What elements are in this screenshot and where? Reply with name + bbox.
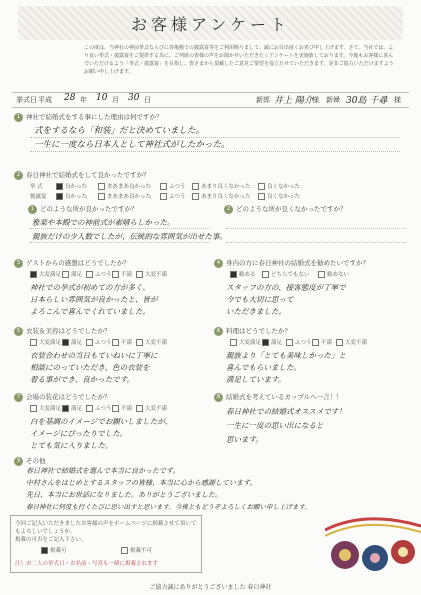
- opt-label: 勧める: [239, 272, 256, 278]
- intro-text: この度は、当神社の神前挙式ならびに春亀殿での披露宴等をご利用賜りまして、誠にお目出度くお喜び申し上げます。さて、当社では、より良い挙式・披露宴をご提供する為に、ご列席の皆様の声をお聞かせいただきたくアンケートを実施致しております。今後もお客様に喜んでいただけるよう「挙式・披露宴」を目指し、皆さまから頂戴したご意見ご要望を役立たせていただきます。是非ご協力いただけますようお願い申し上げます。: [84, 45, 394, 75]
- checkbox-icon: [86, 271, 93, 278]
- checkbox-icon: [62, 271, 69, 278]
- checkbox-checked-icon: [230, 271, 237, 278]
- q2-reception-opt-2[interactable]: [160, 192, 186, 200]
- opt-label: 不満: [121, 406, 133, 412]
- q3-opt-0[interactable]: [30, 270, 61, 278]
- q4-answer-3: いただきました。: [226, 307, 286, 316]
- q2-ceremony-opt-2[interactable]: [160, 182, 186, 190]
- month-unit: 月: [112, 96, 119, 104]
- q1-line: [30, 137, 400, 138]
- opt-label: ふつう: [95, 406, 112, 412]
- checkbox-checked-icon: [262, 339, 269, 346]
- opt-label: 良くなかった: [267, 184, 301, 190]
- q2-reception-opt-0[interactable]: [56, 192, 87, 200]
- q2b-heading: [224, 204, 347, 214]
- q7-answer-3: とても気に入りました。: [30, 441, 113, 450]
- q8-answer-2: 一生に一度の思い出になると: [226, 421, 324, 430]
- q5-opt-4[interactable]: [136, 338, 167, 346]
- q7-opt-3[interactable]: [112, 404, 132, 412]
- q2a-text: どのような所が良かったですか？: [40, 205, 138, 213]
- q3-answer-1: 神社での挙式が初めての方が多く、: [30, 283, 150, 292]
- q1-text: 神社で結婚式をする事にした理由は何ですか？: [26, 113, 163, 121]
- bride-name: 30島 千尋: [346, 96, 388, 106]
- checkbox-icon: [30, 339, 37, 346]
- opt-label: ふつう: [295, 340, 312, 346]
- q2a-answer-1: 雅楽や本殿での神前式が素晴らしかった。: [32, 218, 175, 227]
- q3-answer-3: よろこんで喜んでくれていました。: [30, 307, 150, 316]
- opt-label: 満足: [71, 272, 83, 278]
- q3-number: 3: [14, 259, 23, 268]
- q6-answer-1: 親族より「とても美味しかった」と: [226, 351, 346, 360]
- q7-opt-1[interactable]: [62, 404, 82, 412]
- q6-heading: [214, 326, 291, 336]
- checkbox-icon: [98, 193, 105, 200]
- checkbox-checked-icon: [56, 183, 63, 190]
- q4-answer-2: 今でも大切に思って: [226, 295, 294, 304]
- q6-answer-2: 喜んでもらいました。: [226, 363, 301, 372]
- opt-label: 大変不満: [345, 340, 368, 346]
- opt-label: まあまあ良かった: [107, 194, 152, 200]
- q4-answer-1: スタッフの方の、接客態度が丁寧で: [226, 283, 346, 292]
- opt-label: 不満: [321, 340, 333, 346]
- opt-label: 満足: [71, 406, 83, 412]
- checkbox-icon: [121, 547, 128, 554]
- checkbox-checked-icon: [62, 339, 69, 346]
- consent-ok-option[interactable]: [41, 546, 67, 554]
- checkbox-icon: [286, 339, 293, 346]
- era: 平成: [38, 96, 52, 104]
- q8-answer-1: 春日神社での結婚式オススメです！: [226, 407, 346, 416]
- page-title: お客様アンケート: [130, 15, 291, 34]
- checkbox-checked-icon: [41, 547, 48, 554]
- opt-label: ふつう: [169, 184, 186, 190]
- q7-opt-2[interactable]: [86, 404, 112, 412]
- q4-heading: [214, 258, 369, 268]
- q5-answer-3: 着る事ができ、良かったです。: [30, 375, 135, 384]
- checkbox-icon: [160, 193, 167, 200]
- q6-number: 6: [214, 327, 223, 336]
- q6-text: 料理はどうでしたか？: [226, 327, 291, 335]
- groom-sama: 様: [312, 96, 319, 104]
- opt-label: 大変満足: [39, 340, 62, 346]
- q7-opt-0[interactable]: [30, 404, 61, 412]
- consent-line-1: 今回ご記入いただきましたお客様の声をホームページに掲載させて頂いてもよろしいでしょうか。: [15, 521, 197, 535]
- q1-answer-1: 式をするなら「和装」だと決めていました。: [34, 126, 205, 136]
- q9-answer-2: 中村さんをはじめとするスタッフの皆様、本当に心から感謝しています。: [26, 479, 257, 487]
- consent-line-2: 掲載の可否をご記入下さい。: [15, 537, 87, 543]
- opt-label: 満足: [271, 340, 283, 346]
- checkbox-icon: [192, 193, 199, 200]
- q8-number: 8: [214, 393, 223, 402]
- checkbox-icon: [136, 339, 143, 346]
- q1-answer-2: 一生に一度なら日本人として神社式がしたかった。: [34, 140, 230, 150]
- q5-number: 5: [14, 327, 23, 336]
- checkbox-icon: [230, 339, 237, 346]
- q5-answer-2: 相談にのっていただき、色の衣装を: [30, 363, 150, 372]
- checkbox-icon: [86, 405, 93, 412]
- day-value: 30: [128, 93, 140, 103]
- checkbox-checked-icon: [30, 271, 37, 278]
- month-value: 10: [96, 93, 108, 103]
- q4-number: 4: [214, 259, 223, 268]
- q9-number: 9: [14, 457, 23, 466]
- q9-answer-1: 春日神社で結婚式を選んで本当に良かったです。: [26, 467, 180, 475]
- checkbox-icon: [86, 339, 93, 346]
- q3-opt-1[interactable]: [62, 270, 82, 278]
- q3-answer-2: 日本らしい雰囲気が良かったと、皆が: [30, 295, 158, 304]
- bride-sama: 様: [394, 96, 401, 104]
- temari-decoration-icon: [325, 500, 421, 580]
- date-label: 挙式日: [16, 96, 37, 104]
- opt-label: あまり良くなかった: [201, 194, 251, 200]
- q3-opt-4[interactable]: [136, 270, 167, 278]
- q2-row-ceremony-label: 挙 式: [30, 184, 43, 190]
- opt-label: 大変満足: [39, 272, 62, 278]
- opt-label: 大変不満: [145, 406, 168, 412]
- opt-label: まあまあ良かった: [107, 184, 152, 190]
- q3-text: ゲストからの感想はどうでしたか？: [26, 259, 130, 267]
- q7-number: 7: [14, 393, 23, 402]
- q7-text: 会場の装花はどうでしたか？: [26, 393, 111, 401]
- checkbox-icon: [262, 271, 269, 278]
- q7-heading: [14, 392, 111, 402]
- q2a-heading: [28, 204, 138, 214]
- opt-label: 大変満足: [39, 406, 62, 412]
- q2-reception-opt-3[interactable]: [192, 192, 251, 200]
- q2-reception-opt-4[interactable]: [258, 192, 300, 200]
- opt-label: 不満: [121, 272, 133, 278]
- q6-opt-0[interactable]: [230, 338, 261, 346]
- opt-label: 掲載不可: [130, 548, 153, 554]
- q5-opt-3[interactable]: [112, 338, 132, 346]
- opt-label: ふつう: [95, 340, 112, 346]
- opt-label: 大変不満: [145, 272, 168, 278]
- checkbox-icon: [98, 183, 105, 190]
- q2-heading: [14, 170, 150, 180]
- checkbox-checked-icon: [62, 405, 69, 412]
- checkbox-icon: [30, 405, 37, 412]
- q8-answer-3: 思います。: [226, 435, 263, 444]
- q3-heading: [14, 258, 130, 268]
- q2-text: 春日神社で結婚式をして良かったですか？: [26, 171, 150, 179]
- opt-label: 満足: [71, 340, 83, 346]
- opt-label: 良くなかった: [267, 194, 301, 200]
- q5-opt-2[interactable]: [86, 338, 112, 346]
- opt-label: 良かった: [65, 194, 88, 200]
- checkbox-icon: [136, 405, 143, 412]
- q5-text: 衣装＆美容はどうでしたか？: [26, 327, 111, 335]
- q2-ceremony-opt-3[interactable]: [192, 182, 251, 190]
- q3-opt-3[interactable]: [112, 270, 132, 278]
- opt-label: 大変満足: [239, 340, 262, 346]
- opt-label: ふつう: [169, 194, 186, 200]
- checkbox-icon: [112, 405, 119, 412]
- q2a-answer-2: 親族だけの少人数でしたが、伝統的な雰囲気が出せた事。: [32, 232, 227, 241]
- q2-ceremony-opt-0[interactable]: [56, 182, 87, 190]
- year-value: 28: [64, 93, 76, 103]
- q2-row-reception-label: 披露宴: [30, 194, 47, 200]
- q8-text: 結婚式を考えているカップルへ一言！！: [226, 393, 343, 401]
- opt-label: 勧めない: [327, 272, 350, 278]
- opt-label: 良かった: [65, 184, 88, 190]
- bride-label: 新婦: [326, 96, 340, 104]
- publish-consent-box: [10, 515, 202, 573]
- q2b-number: 2: [224, 205, 233, 214]
- opt-label: 不満: [121, 340, 133, 346]
- q4-opt-1[interactable]: [262, 270, 309, 278]
- q9-text: その他: [26, 457, 46, 465]
- opt-label: ふつう: [95, 272, 112, 278]
- q6-opt-3[interactable]: [312, 338, 332, 346]
- q5-answer-1: 衣装合わせの当日もていねいに丁寧に: [30, 351, 158, 360]
- q4-text: 身内の方に春日神社の結婚式を勧めたいですか？: [226, 259, 369, 267]
- consent-ng-option[interactable]: [121, 546, 152, 554]
- opt-label: どちらでもない: [271, 272, 310, 278]
- q7-opt-4[interactable]: [136, 404, 167, 412]
- q2-reception-opt-1[interactable]: [98, 192, 151, 200]
- q2a-line: [30, 242, 210, 243]
- checkbox-icon: [336, 339, 343, 346]
- q7-answer-1: 白を基調のイメージでお願いしましたが、: [30, 417, 173, 426]
- checkbox-icon: [258, 183, 265, 190]
- q5-opt-1[interactable]: [62, 338, 82, 346]
- q3-opt-2[interactable]: [86, 270, 112, 278]
- checkbox-icon: [136, 271, 143, 278]
- q5-opt-0[interactable]: [30, 338, 61, 346]
- opt-label: あまり良くなかった: [201, 184, 251, 190]
- q6-opt-4[interactable]: [336, 338, 367, 346]
- q1-heading: [14, 112, 163, 122]
- groom-label: 新郎: [256, 96, 270, 104]
- checkbox-icon: [318, 271, 325, 278]
- q2b-text: どのような所が良くなかったですか？: [236, 205, 347, 213]
- checkbox-checked-icon: [56, 193, 63, 200]
- q1-number: 1: [14, 113, 23, 122]
- consent-note: 注）お二人の挙式日・お名前・写真も一緒に掲載されます: [15, 561, 159, 567]
- checkbox-icon: [112, 339, 119, 346]
- q9-answer-3: 先日、本当にお世話になりました。ありがとうございました。: [26, 491, 222, 499]
- q2b-line: [226, 228, 406, 229]
- q8-heading: [214, 392, 343, 402]
- q5-heading: [14, 326, 111, 336]
- checkbox-icon: [312, 339, 319, 346]
- q2a-line: [30, 228, 210, 229]
- q4-opt-2[interactable]: [318, 270, 349, 278]
- q2b-line: [226, 242, 406, 243]
- q9-heading: [14, 456, 46, 466]
- q4-opt-0[interactable]: [230, 270, 256, 278]
- q6-opt-1[interactable]: [262, 338, 282, 346]
- opt-label: 大変不満: [145, 340, 168, 346]
- q9-answer-4: 春日神社に何度も行くたびに思い出すと思います。今後ともどうぞよろしくお願い申し上げます。: [26, 503, 311, 511]
- q6-answer-3: 満足しています。: [226, 375, 286, 384]
- checkbox-icon: [112, 271, 119, 278]
- q2-number: 2: [14, 171, 23, 180]
- checkbox-icon: [258, 193, 265, 200]
- q2a-number: 1: [28, 205, 37, 214]
- opt-label: 掲載可: [50, 548, 67, 554]
- q6-opt-2[interactable]: [286, 338, 312, 346]
- q2-ceremony-opt-4[interactable]: [258, 182, 300, 190]
- q7-answer-2: イメージにぴったりでした。: [30, 429, 128, 438]
- footer-thanks: ご協力誠にありがとうございました 春日神社: [149, 584, 272, 591]
- year-unit: 年: [80, 96, 87, 104]
- header-row: [12, 92, 409, 108]
- day-unit: 日: [144, 96, 151, 104]
- q1-line: [30, 151, 400, 152]
- groom-name: 井上 陽介: [274, 96, 313, 106]
- checkbox-icon: [160, 183, 167, 190]
- checkbox-icon: [192, 183, 199, 190]
- q2-ceremony-opt-1[interactable]: [98, 182, 151, 190]
